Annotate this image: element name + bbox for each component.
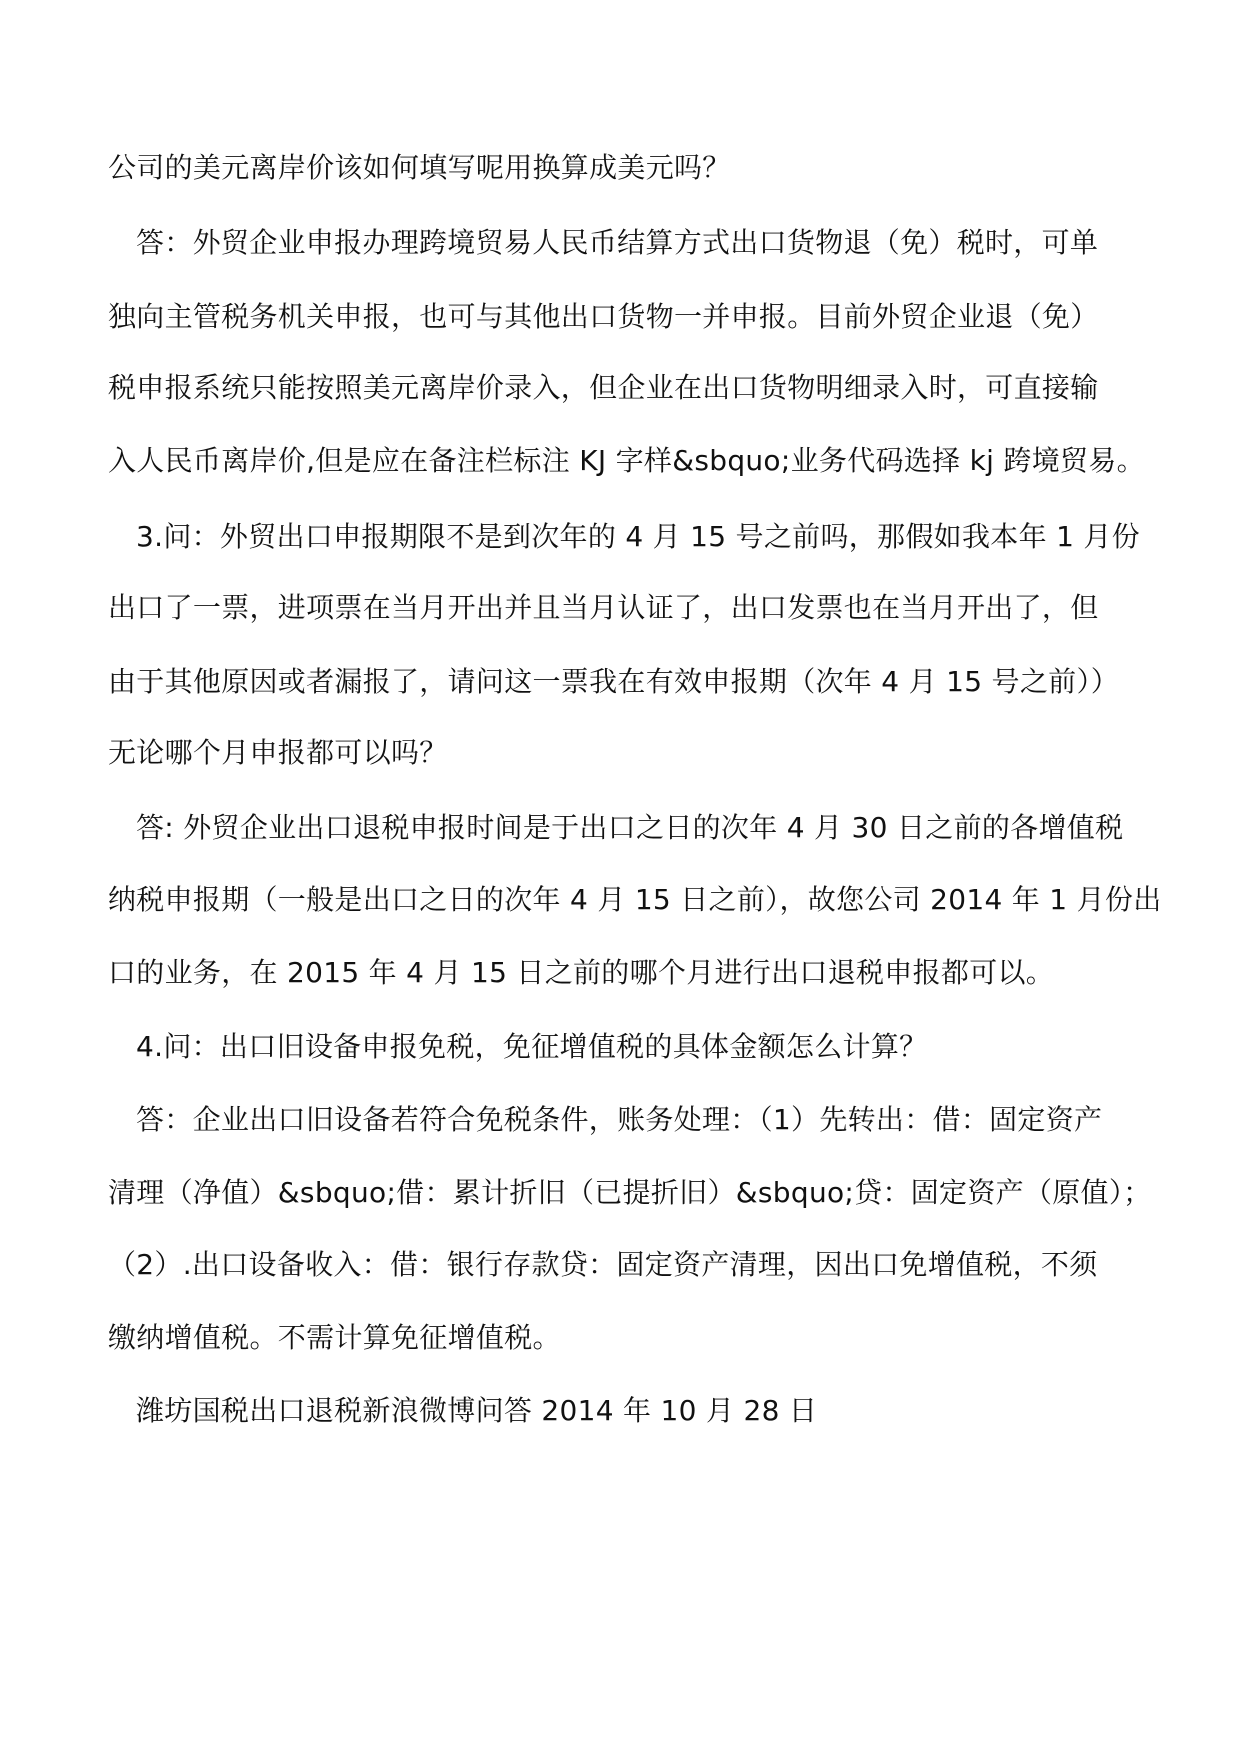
text-line: 独向主管税务机关申报，也可与其他出口货物一并申报。目前外贸企业退（免）	[108, 300, 1099, 333]
text-line: 答：企业出口旧设备若符合免税条件，账务处理：（1）先转出：借：固定资产	[136, 1103, 1103, 1136]
text-line: 税申报系统只能按照美元离岸价录入，但企业在出口货物明细录入时，可直接输	[108, 371, 1099, 404]
text-line: 无论哪个月申报都可以吗？	[108, 736, 448, 769]
text-line: 入人民币离岸价,但是应在备注栏标注 KJ 字样&sbquo;业务代码选择 kj 跨境贸易。	[108, 444, 1145, 477]
text-line: 公司的美元离岸价该如何填写呢用换算成美元吗？	[108, 151, 731, 184]
text-line: （2）.出口设备收入：借：银行存款贷：固定资产清理，因出口免增值税，不须	[108, 1248, 1098, 1281]
text-line: 缴纳增值税。不需计算免征增值税。	[108, 1321, 561, 1354]
text-line: 出口了一票，进项票在当月开出并且当月认证了，出口发票也在当月开出了，但	[108, 591, 1099, 624]
text-line: 由于其他原因或者漏报了，请问这一票我在有效申报期（次年 4 月 15 号之前））	[108, 665, 1120, 698]
text-line: 清理（净值）&sbquo;借：累计折旧（已提折旧）&sbquo;贷：固定资产（原值）；	[108, 1176, 1152, 1209]
source-line: 潍坊国税出口退税新浪微博问答 2014 年 10 月 28 日	[136, 1394, 818, 1427]
text-line: 4.问：出口旧设备申报免税，免征增值税的具体金额怎么计算？	[136, 1030, 928, 1063]
text-line: 口的业务，在 2015 年 4 月 15 日之前的哪个月进行出口退税申报都可以。	[108, 956, 1055, 989]
text-line: 纳税申报期（一般是出口之日的次年 4 月 15 日之前），故您公司 2014 年 1 月份出	[108, 883, 1162, 916]
text-line: 答：外贸企业申报办理跨境贸易人民币结算方式出口货物退（免）税时，可单	[136, 226, 1099, 259]
text-line: 答: 外贸企业出口退税申报时间是于出口之日的次年 4 月 30 日之前的各增值税	[136, 811, 1124, 844]
text-line: 3.问：外贸出口申报期限不是到次年的 4 月 15 号之前吗，那假如我本年 1 月份	[136, 520, 1140, 553]
